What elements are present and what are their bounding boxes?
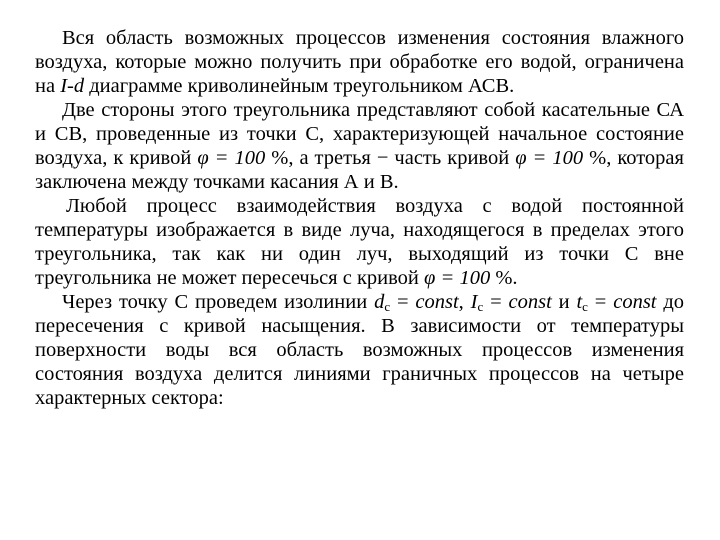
symbol-t: t (576, 291, 583, 313)
text: Две стороны этого треугольника представляют собой касательные СА и СВ, проведенные из точки С, характеризующей начальное состояние воздуха, к кривой (35, 99, 684, 169)
id-diagram-term: I-d (60, 75, 85, 97)
text: = (390, 291, 416, 313)
text: , (458, 291, 471, 313)
symbol-i: I (470, 291, 478, 313)
text: Любой процесс взаимодействия воздуха с водой постоянной температуры изображается в виде луча, находящегося в пределах этого треугольника, так как ни один луч, выходящий из точки С вне треугольника не может пересечься с кривой (35, 195, 684, 289)
text: = (483, 291, 509, 313)
text: и (551, 291, 577, 313)
paragraph-4 (35, 290, 684, 410)
text: %. (490, 267, 518, 289)
text: до пересечения с кривой насыщения. В зависимости от температуры поверхности воды вся область возможных процессов изменения состояния воздуха делится линиями граничных процессов на четыре характерных сектора: (35, 291, 685, 409)
formula-phi: φ = 100 (197, 147, 266, 169)
text: Через точку С проведем изолинии (62, 291, 375, 313)
const-term: const (508, 291, 552, 313)
text: Вся область возможных процессов изменения состояния влажного воздуха, которые можно получить при обработке его водой, ограничена на (35, 27, 684, 97)
paragraph-1 (35, 26, 684, 98)
subscript-c: c (384, 299, 391, 314)
const-term: const (415, 291, 459, 313)
paragraph-3 (35, 194, 684, 290)
paragraph-2 (35, 98, 684, 194)
text: %, которая заключена между точками касания А и В. (35, 147, 684, 193)
subscript-c: c (582, 299, 588, 314)
formula-phi: φ = 100 (515, 147, 584, 169)
text: диаграмме криволинейным треугольником АСВ. (84, 75, 515, 97)
symbol-d: d (374, 291, 385, 313)
const-term: const (613, 291, 657, 313)
formula-phi: φ = 100 (424, 267, 491, 289)
text: %, а третья − часть кривой (265, 147, 516, 169)
subscript-c: c (477, 299, 484, 314)
text: = (587, 291, 614, 313)
